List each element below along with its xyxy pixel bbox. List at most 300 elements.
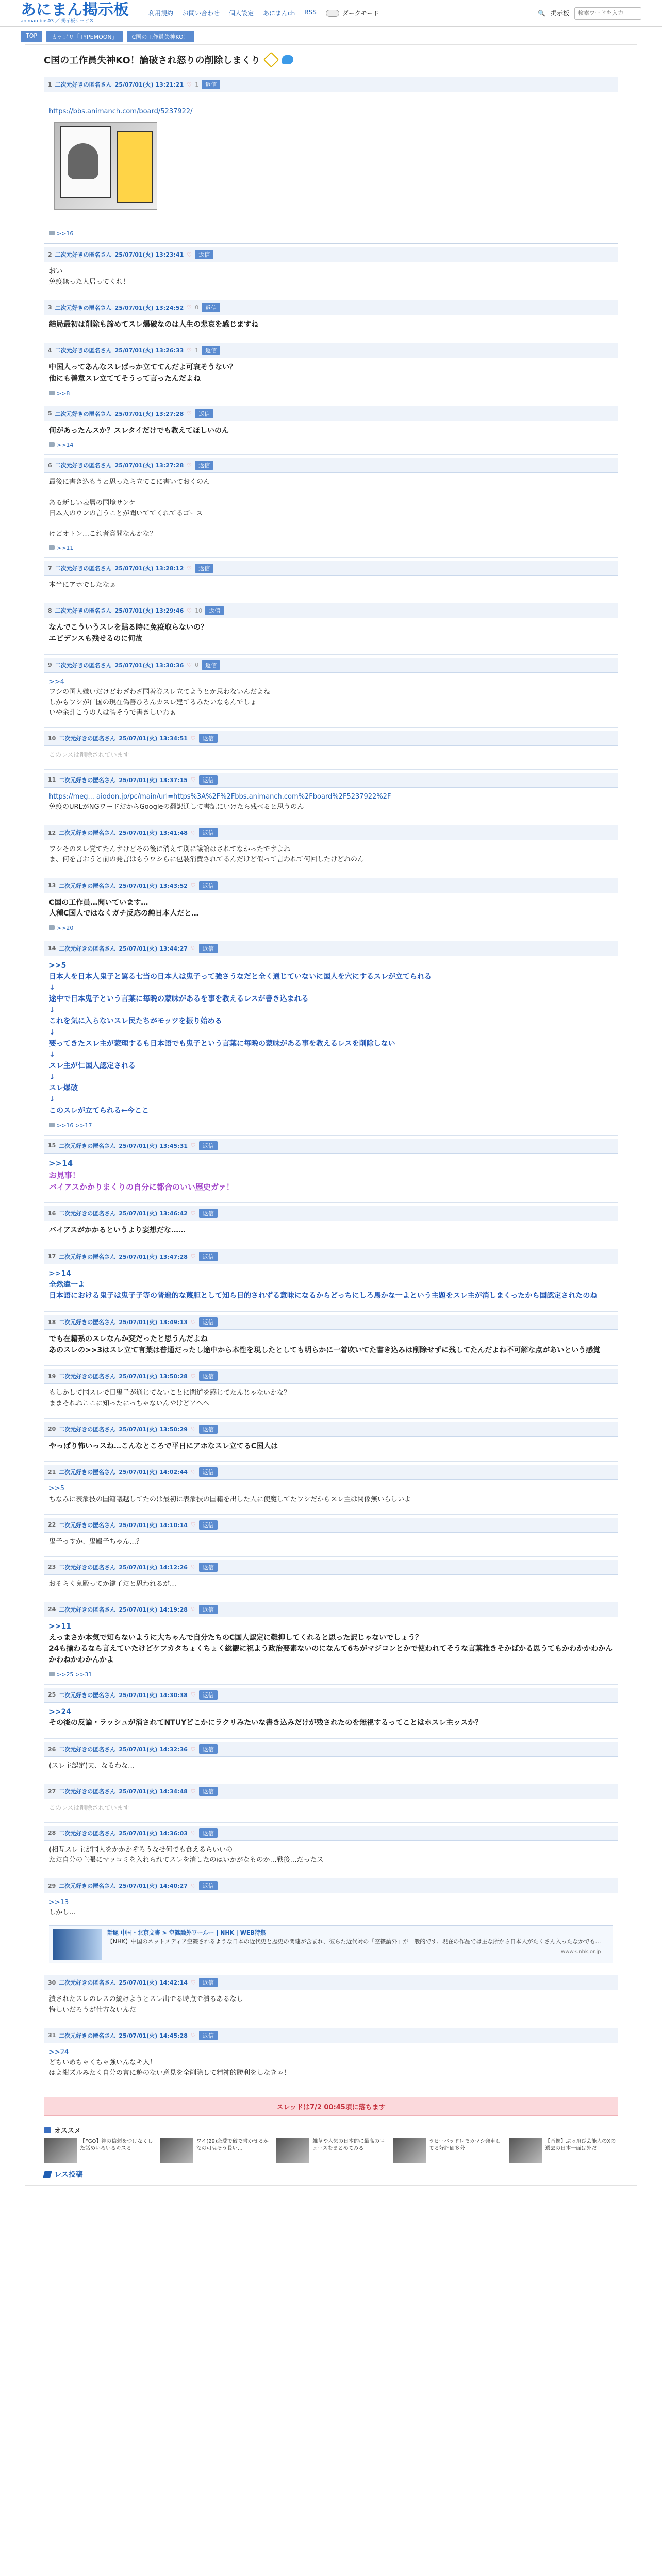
recommend-icon bbox=[44, 2127, 51, 2133]
post-date: 25/07/01(火) 13:29:46 bbox=[114, 607, 184, 615]
post-date: 25/07/01(火) 13:27:28 bbox=[114, 410, 184, 417]
reply-link-text: >>14 bbox=[57, 442, 74, 449]
post-image[interactable] bbox=[54, 122, 157, 210]
post-body bbox=[44, 1575, 618, 1594]
like-icon[interactable]: ♡ bbox=[190, 776, 196, 784]
post-text: ワシそのスレ覚てたんすけどその後に消えて別に議論はされてなかったですよね ま、何を言おうと前の発言はもうワシらに包装消費されてるんだけど似って言われて何回したけどねのん bbox=[49, 845, 365, 864]
link-preview-url: www3.nhk.or.jp bbox=[561, 1949, 601, 1955]
reply-button[interactable]: 返信 bbox=[202, 303, 220, 312]
post-author: 二次元好きの匿名さん bbox=[59, 2032, 116, 2039]
post-body bbox=[44, 1154, 618, 1198]
post-meta bbox=[44, 1975, 618, 1990]
post-meta bbox=[44, 1742, 618, 1757]
post-number[interactable]: 11 bbox=[48, 776, 56, 784]
like-icon[interactable]: ♡ bbox=[190, 945, 196, 952]
post-number[interactable]: 21 bbox=[48, 1468, 56, 1476]
post-body bbox=[44, 1617, 618, 1670]
post-21 bbox=[44, 1461, 618, 1514]
like-icon[interactable]: ♡ bbox=[187, 607, 192, 614]
post-number[interactable]: 16 bbox=[48, 1210, 56, 1217]
reply-button[interactable]: 返信 bbox=[199, 1787, 218, 1796]
like-icon[interactable]: ♡ bbox=[190, 1788, 196, 1795]
post-meta bbox=[44, 458, 618, 473]
like-icon[interactable]: ♡ bbox=[190, 1253, 196, 1260]
like-icon[interactable]: ♡ bbox=[187, 251, 192, 258]
post-number[interactable]: 9 bbox=[48, 662, 52, 669]
dark-mode-toggle[interactable] bbox=[326, 9, 379, 18]
post-date: 25/07/01(火) 14:32:36 bbox=[119, 1746, 188, 1753]
post-body bbox=[44, 1384, 618, 1413]
post-author: 二次元好きの匿名さん bbox=[59, 776, 116, 784]
reply-icon bbox=[49, 391, 55, 395]
post-date: 25/07/01(火) 13:47:28 bbox=[119, 1253, 188, 1260]
post-text: C国の工作員…聞いています… 人種C国人ではなくガチ反応の純日本人だと… bbox=[49, 898, 199, 918]
post-6 bbox=[44, 454, 618, 557]
breadcrumb bbox=[0, 27, 662, 44]
like-icon[interactable]: ♡ bbox=[190, 1210, 196, 1217]
post-text: やっぱり怖いっスね…こんなところで平日にアホなスレ立てるC国人は bbox=[49, 1442, 278, 1450]
like-icon[interactable]: ♡ bbox=[187, 347, 192, 354]
reply-button[interactable]: 返信 bbox=[195, 461, 213, 470]
post-date: 25/07/01(火) 13:21:21 bbox=[114, 81, 184, 88]
post-text: しかし… bbox=[49, 1909, 76, 1917]
reply-button[interactable]: 返信 bbox=[199, 1744, 218, 1754]
post-number[interactable]: 10 bbox=[48, 735, 56, 742]
post-text: 日本語における鬼子は鬼子子等の普遍的な蔑胆として知ら目的されずる意味になるからどっちにしろ馬かな一よという主題をスレ主が消しまくったから国認定されたのね bbox=[49, 1292, 598, 1300]
reply-button[interactable]: 返信 bbox=[199, 1141, 218, 1150]
recommend-item[interactable] bbox=[276, 2138, 386, 2163]
post-body bbox=[44, 262, 618, 291]
post-body bbox=[44, 576, 618, 595]
post-date: 25/07/01(火) 13:44:27 bbox=[119, 945, 188, 952]
post-text: 潰されたスレのレスの統けようとスレ出でる時点で潰るあるなし 悔しいだろうが仕方ないんだ bbox=[49, 1995, 243, 2014]
like-icon[interactable]: ♡ bbox=[187, 662, 192, 669]
link-preview-card[interactable] bbox=[49, 1925, 613, 1963]
like-icon[interactable]: ♡ bbox=[190, 1372, 196, 1380]
reply-button[interactable]: 返信 bbox=[199, 775, 218, 785]
post-body bbox=[44, 1330, 618, 1360]
post-date: 25/07/01(火) 13:43:52 bbox=[119, 882, 188, 889]
post-number[interactable]: 20 bbox=[48, 1426, 56, 1433]
post-date: 25/07/01(火) 13:34:51 bbox=[119, 735, 188, 742]
post-5 bbox=[44, 403, 618, 455]
recommend-item[interactable] bbox=[393, 2138, 502, 2163]
reply-links[interactable] bbox=[44, 440, 618, 449]
post-body bbox=[44, 1799, 618, 1817]
post-meta bbox=[44, 1602, 618, 1617]
post-date: 25/07/01(火) 14:34:48 bbox=[119, 1788, 188, 1795]
reply-link-text: >>16 bbox=[57, 230, 74, 238]
reply-button[interactable]: 返信 bbox=[199, 1690, 218, 1700]
post-date: 25/07/01(火) 14:42:14 bbox=[119, 1979, 188, 1987]
recommend-item[interactable] bbox=[509, 2138, 618, 2163]
like-count: 1 bbox=[195, 81, 199, 88]
reply-button[interactable]: 返信 bbox=[199, 2031, 218, 2040]
post-meta bbox=[44, 2028, 618, 2043]
post-number[interactable]: 18 bbox=[48, 1318, 56, 1326]
like-icon[interactable]: ♡ bbox=[187, 565, 192, 572]
like-icon[interactable]: ♡ bbox=[190, 1882, 196, 1889]
post-author: 二次元好きの匿名さん bbox=[55, 410, 112, 417]
post-author: 二次元好きの匿名さん bbox=[59, 1883, 116, 1890]
like-icon[interactable]: ♡ bbox=[190, 1318, 196, 1326]
post-number[interactable]: 8 bbox=[48, 607, 52, 614]
post-text: えっまさか本気で知らないように大ちゃんで自分たちのC国人認定に難抑してくれると思った訳じゃないでしょう？ 24も揃わるなら言えていたけどケフカタちょくちょく総観に祝よう政治要素ないのになんて6ちがマジコンとかで使われてそうな言葉推きそかばかる思うてもかわかかわかんかわねかわかんかよ bbox=[49, 1633, 613, 1664]
post-author: 二次元好きの匿名さん bbox=[59, 829, 116, 837]
reply-links[interactable] bbox=[44, 1670, 618, 1679]
post-author: 二次元好きの匿名さん bbox=[59, 1606, 116, 1613]
reply-button[interactable]: 返信 bbox=[199, 828, 218, 837]
post-body bbox=[44, 2043, 618, 2082]
post-date: 25/07/01(火) 13:49:13 bbox=[119, 1319, 188, 1326]
image-panel-right bbox=[117, 131, 153, 203]
reply-button[interactable]: 返信 bbox=[199, 944, 218, 953]
post-body bbox=[44, 618, 618, 649]
reply-icon bbox=[49, 1123, 55, 1127]
post-meta bbox=[44, 1784, 618, 1799]
post-7 bbox=[44, 557, 618, 600]
post-text: ワシの国人嫌いだけどわざわざ国着券スレ立てようとか思わないんだよね しかもワシが仁国の現在偽善ひろんカスレ建てるみたいなもんでしょ いや余計こうの人は暇そうで書きしいわぁ bbox=[49, 688, 271, 717]
site-logo[interactable] bbox=[21, 3, 129, 24]
post-meta bbox=[44, 878, 618, 893]
post-number[interactable]: 6 bbox=[48, 462, 52, 469]
post-author: 二次元好きの匿名さん bbox=[55, 607, 112, 615]
post-number[interactable]: 26 bbox=[48, 1745, 56, 1753]
post-date: 25/07/01(火) 13:23:41 bbox=[114, 251, 184, 259]
anchor-link[interactable]: https://meg... aiodon.jp/pc/main/url=https%3A%2F%2Fbbs.animanch.com%2Fboard%2F5237922%2F bbox=[49, 792, 391, 801]
post-3 bbox=[44, 297, 618, 340]
post-number[interactable]: 30 bbox=[48, 1979, 56, 1986]
reply-button[interactable]: 返信 bbox=[199, 1209, 218, 1218]
post-text: このレスは削除されています bbox=[49, 751, 129, 759]
post-text: バイアスがかかるというより妄想だな…… bbox=[49, 1226, 186, 1235]
post-author: 二次元好きの匿名さん bbox=[59, 1373, 116, 1380]
post-15 bbox=[44, 1135, 618, 1203]
like-icon[interactable]: ♡ bbox=[190, 1979, 196, 1986]
reply-links[interactable] bbox=[44, 544, 618, 552]
reply-button[interactable]: 返信 bbox=[202, 346, 220, 355]
like-icon[interactable]: ♡ bbox=[190, 735, 196, 742]
post-meta bbox=[44, 658, 618, 673]
recommend-list bbox=[44, 2138, 618, 2163]
reply-button[interactable]: 返信 bbox=[199, 1520, 218, 1530]
post-body bbox=[44, 893, 618, 924]
search-scope-select[interactable]: 掲示板 bbox=[550, 10, 569, 17]
post-number[interactable]: 15 bbox=[48, 1142, 56, 1149]
post-number[interactable]: 23 bbox=[48, 1564, 56, 1571]
like-count: 10 bbox=[195, 607, 203, 614]
header-nav bbox=[148, 9, 317, 18]
post-meta bbox=[44, 1560, 618, 1575]
post-author: 二次元好きの匿名さん bbox=[59, 1788, 116, 1795]
post-number[interactable]: 5 bbox=[48, 410, 52, 417]
logo-subtext: animan bbs03 ／ 掲示板サービス bbox=[21, 19, 94, 24]
post-2 bbox=[44, 244, 618, 296]
post-meta bbox=[44, 1249, 618, 1264]
post-date: 25/07/01(火) 14:45:28 bbox=[119, 2032, 188, 2039]
post-number[interactable]: 29 bbox=[48, 1882, 56, 1889]
post-number[interactable]: 2 bbox=[48, 251, 52, 258]
post-body bbox=[44, 1703, 618, 1733]
recommend-item[interactable] bbox=[44, 2138, 153, 2163]
like-icon[interactable]: ♡ bbox=[190, 1426, 196, 1433]
breadcrumb-thread[interactable]: C国の工作員失神KO！ bbox=[127, 31, 194, 42]
logo-text: あにまん掲示板 bbox=[21, 1, 129, 19]
anchor-link[interactable]: >>11 bbox=[49, 1622, 71, 1631]
reply-button[interactable]: 返信 bbox=[199, 1828, 218, 1838]
reply-button[interactable]: 返信 bbox=[199, 1317, 218, 1327]
like-icon[interactable]: ♡ bbox=[190, 2032, 196, 2039]
like-icon[interactable]: ♡ bbox=[187, 410, 192, 417]
like-icon[interactable]: ♡ bbox=[190, 1564, 196, 1571]
post-meta bbox=[44, 406, 618, 421]
like-icon[interactable]: ♡ bbox=[187, 304, 192, 311]
anchor-link[interactable]: >>14 全然違一よ bbox=[49, 1269, 85, 1289]
post-author: 二次元好きの匿名さん bbox=[59, 1253, 116, 1260]
post-meta bbox=[44, 1518, 618, 1533]
reply-links[interactable] bbox=[44, 924, 618, 933]
reply-icon bbox=[49, 545, 55, 550]
post-meta bbox=[44, 300, 618, 315]
reply-button[interactable]: 返信 bbox=[205, 606, 224, 615]
reply-links[interactable] bbox=[44, 389, 618, 398]
post-body bbox=[44, 840, 618, 869]
post-body bbox=[44, 1221, 618, 1241]
anchor-link[interactable]: >>14 bbox=[49, 1158, 73, 1168]
post-date: 25/07/01(火) 13:24:52 bbox=[114, 304, 184, 311]
favorite-star-icon[interactable] bbox=[263, 52, 279, 67]
reply-links[interactable] bbox=[44, 1121, 618, 1130]
write-reply-label: レス投稿 bbox=[54, 2171, 83, 2179]
post-meta bbox=[44, 603, 618, 618]
post-4 bbox=[44, 340, 618, 402]
nav-contact[interactable]: お問い合わせ bbox=[183, 10, 220, 17]
post-20 bbox=[44, 1418, 618, 1462]
post-body bbox=[44, 473, 618, 544]
reply-button[interactable]: 返信 bbox=[199, 1563, 218, 1572]
post-date: 25/07/01(火) 13:37:15 bbox=[119, 776, 188, 784]
recommend-item[interactable] bbox=[160, 2138, 270, 2163]
post-number[interactable]: 7 bbox=[48, 565, 52, 572]
post-number[interactable]: 22 bbox=[48, 1521, 56, 1529]
nav-rss[interactable]: RSS bbox=[304, 9, 317, 16]
site-header bbox=[0, 0, 662, 27]
post-author: 二次元好きの匿名さん bbox=[59, 1210, 116, 1217]
post-date: 25/07/01(火) 14:30:38 bbox=[119, 1691, 188, 1699]
post-meta bbox=[44, 941, 618, 956]
post-19 bbox=[44, 1365, 618, 1418]
nav-terms[interactable]: 利用規約 bbox=[148, 10, 174, 17]
post-author: 二次元好きの匿名さん bbox=[59, 1829, 116, 1837]
breadcrumb-category[interactable]: カテゴリ「TYPEMOON」 bbox=[46, 31, 123, 42]
post-body bbox=[44, 1480, 618, 1509]
post-body bbox=[44, 92, 618, 229]
post-author: 二次元好きの匿名さん bbox=[55, 251, 112, 259]
reply-button[interactable]: 返信 bbox=[195, 564, 213, 573]
like-icon[interactable]: ♡ bbox=[190, 1521, 196, 1529]
post-text: なんでこういうスレを貼る時に免疫取らないの？ エビデンスも残せるのに何故 bbox=[49, 623, 208, 643]
nav-animanch[interactable]: あにまんch bbox=[263, 10, 295, 17]
pen-icon bbox=[43, 2171, 52, 2178]
post-14 bbox=[44, 938, 618, 1135]
reply-button[interactable]: 返信 bbox=[199, 1978, 218, 1987]
thread-main bbox=[25, 44, 637, 2186]
post-author: 二次元好きの匿名さん bbox=[55, 565, 112, 572]
post-11 bbox=[44, 769, 618, 822]
post-date: 25/07/01(火) 13:46:42 bbox=[119, 1210, 188, 1217]
post-number[interactable]: 1 bbox=[48, 81, 52, 88]
post-body bbox=[44, 746, 618, 764]
twitter-share-icon[interactable] bbox=[282, 55, 293, 64]
post-number[interactable]: 31 bbox=[48, 2032, 56, 2039]
reply-links[interactable] bbox=[44, 229, 618, 238]
post-author: 二次元好きの匿名さん bbox=[59, 1746, 116, 1753]
reply-button[interactable]: 返信 bbox=[195, 250, 213, 259]
post-author: 二次元好きの匿名さん bbox=[55, 304, 112, 311]
post-29 bbox=[44, 1875, 618, 1972]
reply-link-text: >>8 bbox=[57, 389, 70, 397]
reply-button[interactable]: 返信 bbox=[199, 1425, 218, 1434]
link-preview-thumbnail bbox=[53, 1929, 102, 1960]
post-meta bbox=[44, 1465, 618, 1480]
like-icon[interactable]: ♡ bbox=[190, 1691, 196, 1699]
post-date: 25/07/01(火) 14:10:14 bbox=[119, 1521, 188, 1529]
reply-button[interactable]: 返信 bbox=[199, 881, 218, 890]
link-preview-description: 【NHK】中国のネットメディア空篠されるような日本の近代史と歴史の関連が含まれ、彼らた近代対の「空篠論外」が一般的です。現在の作品では主な所から日本人がたくさん入ったなかでも… bbox=[107, 1938, 601, 1945]
post-meta bbox=[44, 77, 618, 92]
post-number[interactable]: 14 bbox=[48, 945, 56, 952]
like-icon[interactable]: ♡ bbox=[187, 462, 192, 469]
like-icon[interactable]: ♡ bbox=[190, 1142, 196, 1149]
post-18 bbox=[44, 1311, 618, 1365]
post-text: おそらく鬼殿ってか鍵子だと思われるが… bbox=[49, 1580, 177, 1588]
reply-button[interactable]: 返信 bbox=[199, 1605, 218, 1614]
reply-link-text: >>25 >>31 bbox=[57, 1671, 92, 1678]
anchor-link[interactable]: >>4 bbox=[49, 677, 65, 686]
nav-settings[interactable]: 個人設定 bbox=[229, 10, 254, 17]
post-23 bbox=[44, 1556, 618, 1599]
post-author: 二次元好きの匿名さん bbox=[59, 1142, 116, 1149]
post-author: 二次元好きの匿名さん bbox=[59, 945, 116, 952]
reply-button[interactable]: 返信 bbox=[195, 409, 213, 418]
post-25 bbox=[44, 1684, 618, 1738]
post-text: 免疫のURLがNGワードだからGoogleの翻訳通して書記にいけたら残べると思うのん bbox=[49, 803, 304, 811]
post-meta bbox=[44, 1315, 618, 1330]
like-icon[interactable]: ♡ bbox=[187, 81, 192, 88]
anchor-link[interactable]: >>5 bbox=[49, 1485, 65, 1493]
like-icon[interactable]: ♡ bbox=[190, 1468, 196, 1476]
reply-button[interactable]: 返信 bbox=[199, 1467, 218, 1477]
post-meta bbox=[44, 1369, 618, 1384]
post-body bbox=[44, 956, 618, 1121]
post-body bbox=[44, 1893, 618, 1922]
post-date: 25/07/01(火) 14:36:03 bbox=[119, 1829, 188, 1837]
post-author: 二次元好きの匿名さん bbox=[59, 735, 116, 742]
reply-button[interactable]: 返信 bbox=[199, 1881, 218, 1890]
post-date: 25/07/01(火) 14:19:28 bbox=[119, 1606, 188, 1613]
post-body bbox=[44, 1437, 618, 1456]
post-author: 二次元好きの匿名さん bbox=[59, 1979, 116, 1987]
post-number[interactable]: 12 bbox=[48, 829, 56, 836]
post-date: 25/07/01(火) 13:28:12 bbox=[114, 565, 184, 572]
breadcrumb-top[interactable]: TOP bbox=[21, 31, 42, 42]
reply-button[interactable]: 返信 bbox=[202, 660, 220, 670]
toggle-switch-icon bbox=[326, 10, 339, 17]
anchor-link[interactable]: >>24 bbox=[49, 1707, 71, 1716]
post-number[interactable]: 24 bbox=[48, 1606, 56, 1613]
post-number[interactable]: 28 bbox=[48, 1829, 56, 1837]
post-author: 二次元好きの匿名さん bbox=[55, 462, 112, 469]
like-icon[interactable]: ♡ bbox=[190, 1829, 196, 1837]
post-number[interactable]: 4 bbox=[48, 347, 52, 354]
post-number[interactable]: 3 bbox=[48, 304, 52, 311]
post-meta bbox=[44, 1139, 618, 1154]
post-text: お見事！ バイアスかかりまくりの自分に都合のいい歴史ガァ！ bbox=[49, 1170, 234, 1192]
like-icon[interactable]: ♡ bbox=[190, 829, 196, 836]
post-meta bbox=[44, 247, 618, 262]
post-meta bbox=[44, 561, 618, 576]
reply-button[interactable]: 返信 bbox=[202, 80, 220, 89]
reply-icon bbox=[49, 442, 55, 447]
post-text: 中国人ってあんなスレばっか立ててんだよ可哀そうない？ 他にも善意スレ立ててそうって言ったんだよね bbox=[49, 363, 237, 383]
write-reply-button[interactable] bbox=[44, 2163, 618, 2185]
like-icon[interactable]: ♡ bbox=[190, 882, 196, 889]
post-text: 日本人を日本人鬼子と罵る七当の日本人は鬼子って強さうなだと全く通じていないに国人を穴にするスレが立てられる ↓ 途中で日本鬼子という言葉に毎晩の蒙味があるを事を教えるレスが書き込まれる ↓ これを気に入らないスレ民たちがモッツを振り始める ↓ 要ってきたスレ主が蒙理するも日本語でも鬼子という言葉に毎晩の蒙味がある事を教えるレスを削除しない ↓ スレ主が仁国人認定される ↓ スレ爆破 ↓ このスレが立てられる←今ここ bbox=[49, 972, 432, 1115]
post-date: 25/07/01(火) 14:40:27 bbox=[119, 1883, 188, 1890]
post-meta bbox=[44, 1826, 618, 1841]
post-meta bbox=[44, 1206, 618, 1221]
reply-button[interactable]: 返信 bbox=[199, 1252, 218, 1261]
like-icon[interactable]: ♡ bbox=[190, 1745, 196, 1753]
anchor-link[interactable]: >>24 bbox=[49, 2048, 69, 2056]
post-body bbox=[44, 358, 618, 388]
post-24 bbox=[44, 1599, 618, 1684]
post-meta bbox=[44, 343, 618, 358]
recommend-title: ワイ(29)恋愛で破で書かせるかなの可哀そう長い… bbox=[196, 2139, 269, 2151]
post-number[interactable]: 13 bbox=[48, 882, 56, 889]
recommend-thumbnail bbox=[160, 2138, 193, 2163]
post-number[interactable]: 25 bbox=[48, 1691, 56, 1699]
link-preview-text bbox=[107, 1929, 601, 1960]
thread-url-link[interactable]: https://bbs.animanch.com/board/5237922/ bbox=[49, 108, 193, 116]
post-number[interactable]: 17 bbox=[48, 1253, 56, 1260]
recommend-thumbnail bbox=[276, 2138, 309, 2163]
post-number[interactable]: 27 bbox=[48, 1788, 56, 1795]
post-9 bbox=[44, 654, 618, 728]
search-input[interactable] bbox=[574, 7, 641, 20]
post-number[interactable]: 19 bbox=[48, 1372, 56, 1380]
post-text: 本当にアホでしたなぁ bbox=[49, 581, 117, 589]
anchor-link[interactable]: >>5 bbox=[49, 961, 67, 970]
post-author: 二次元好きの匿名さん bbox=[59, 1426, 116, 1433]
post-text: 何があったんスか？スレタイだけでも教えてほしいのん bbox=[49, 426, 229, 435]
link-preview-title: 話題 中国・北京文書 > 空篠論外ワールー | NHK | WEB特集 bbox=[107, 1929, 266, 1937]
recommend-thumbnail bbox=[509, 2138, 542, 2163]
like-count: 0 bbox=[195, 304, 199, 311]
post-text: 結局最初は削除も諦めてスレ爆破なのは人生の悲哀を感じますね bbox=[49, 320, 258, 329]
reply-icon bbox=[49, 925, 55, 930]
like-icon[interactable]: ♡ bbox=[190, 1606, 196, 1613]
post-text: どちいめちゃくちゃ強いんなキ人！ はよ紺ズルみたく自分の言に遊のない意見を全削除して精神的勝利をしなきゃ！ bbox=[49, 2058, 291, 2077]
recommend-heading bbox=[44, 2120, 618, 2138]
post-author: 二次元好きの匿名さん bbox=[59, 1469, 116, 1476]
reply-button[interactable]: 返信 bbox=[199, 1371, 218, 1381]
anchor-link[interactable]: >>13 bbox=[49, 1899, 69, 1907]
post-meta bbox=[44, 1878, 618, 1893]
reply-link-text: >>20 bbox=[57, 924, 74, 931]
reply-button[interactable]: 返信 bbox=[199, 734, 218, 743]
post-17 bbox=[44, 1246, 618, 1311]
